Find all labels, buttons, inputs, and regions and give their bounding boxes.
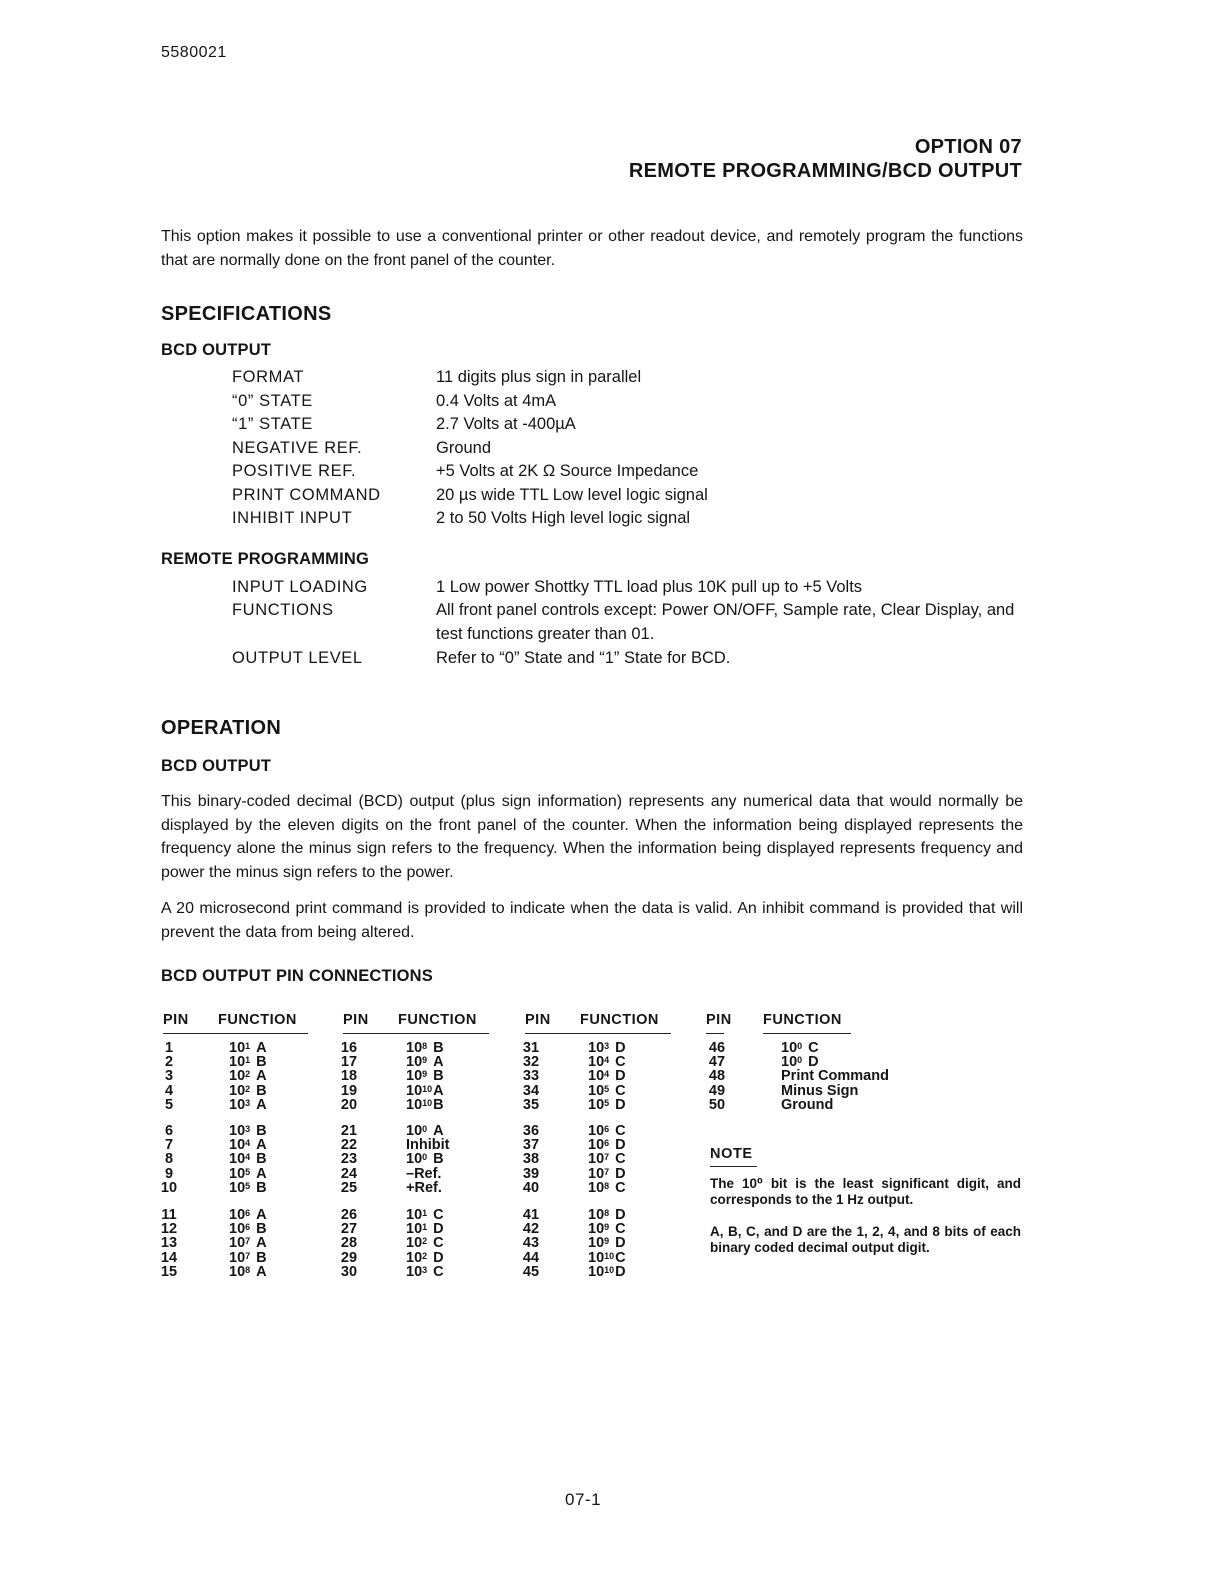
spec-remote-programming-heading: REMOTE PROGRAMMING: [161, 550, 370, 568]
pin-number: 33: [522, 1068, 540, 1085]
pin-number: 35: [522, 1096, 540, 1113]
decade-exponent: 8: [245, 1264, 251, 1275]
pin-function: [406, 1236, 444, 1250]
spec-value: Ground: [436, 439, 492, 457]
decade-base: 10: [406, 1249, 423, 1266]
pin-number: 29: [340, 1249, 358, 1266]
decade-exponent: 0: [422, 1124, 428, 1134]
pin-function: [406, 1265, 444, 1279]
function-column-header: FUNCTION: [763, 1012, 842, 1028]
pin-column-header: PIN: [525, 1012, 551, 1028]
option-subtitle: REMOTE PROGRAMMING/BCD OUTPUT: [628, 160, 1022, 182]
pin-function: [781, 1041, 819, 1055]
bcd-bit-letter: A: [433, 1123, 444, 1139]
bcd-bit-letter: C: [433, 1235, 444, 1252]
decade-base: 10: [229, 1165, 246, 1182]
header-rule: [525, 1033, 671, 1034]
pin-function: Inhibit: [406, 1137, 450, 1154]
decade-base: 10: [406, 1096, 423, 1113]
decade-exponent: 9: [604, 1236, 610, 1247]
spec-label: FUNCTIONS: [232, 601, 334, 619]
pin-number: 28: [340, 1235, 358, 1252]
pin-function: [406, 1041, 444, 1055]
decade-exponent: 10: [604, 1264, 615, 1275]
pin-number: 32: [522, 1054, 540, 1071]
pin-number: 47: [708, 1054, 726, 1071]
pin-function: +Ref.: [406, 1179, 442, 1196]
bcd-bit-letter: B: [433, 1068, 444, 1085]
pin-number: 7: [164, 1137, 174, 1154]
pin-group: [706, 1040, 889, 1113]
decade-base: 10: [406, 1054, 423, 1071]
pin-number: 12: [160, 1221, 178, 1238]
pin-column-header: PIN: [343, 1012, 369, 1028]
pin-function: [229, 1265, 267, 1279]
pin-number: 50: [708, 1096, 726, 1113]
operation-paragraph-1: This binary-coded decimal (BCD) output (plus sign information) represents any numerical data that would normally be displayed by the eleven digits on the front panel of the counter. When the information being displayed represents the frequency alone the minus sign refers to the frequency. When the information being displayed represents frequency and power the minus sign refers to the power.: [161, 793, 1023, 881]
pin-function: [229, 1251, 267, 1265]
decade-base: 10: [229, 1082, 246, 1099]
pin-function: Print Command: [781, 1068, 889, 1085]
decade-exponent: 5: [604, 1097, 610, 1108]
decade-base: 10: [406, 1221, 423, 1238]
decade-exponent: 3: [422, 1264, 428, 1275]
pin-number: 31: [522, 1040, 540, 1056]
header-rule: [763, 1033, 851, 1034]
bcd-bit-letter: D: [615, 1263, 626, 1280]
bcd-bit-letter: C: [433, 1207, 444, 1223]
decade-base: 10: [588, 1151, 605, 1168]
pin-function: [229, 1098, 267, 1112]
decade-exponent: 4: [604, 1055, 610, 1066]
decade-exponent: 5: [245, 1166, 251, 1177]
bcd-bit-letter: C: [615, 1123, 626, 1139]
decade-base: 10: [588, 1068, 605, 1085]
decade-exponent: 9: [422, 1055, 428, 1066]
decade-exponent: 10: [422, 1097, 433, 1108]
bcd-bit-letter: A: [433, 1054, 444, 1071]
decade-base: 10: [588, 1123, 605, 1139]
operation-paragraph-2: A 20 microsecond print command is provided to indicate when the data is valid. An inhibit command is provided that will prevent the data from being altered.: [161, 900, 1023, 941]
spec-label: POSITIVE REF.: [232, 462, 357, 480]
decade-base: 10: [588, 1054, 605, 1071]
operation-heading: OPERATION: [161, 717, 282, 739]
pin-function: [588, 1084, 626, 1098]
pin-function: [229, 1084, 267, 1098]
decade-base: 10: [229, 1096, 246, 1113]
pin-group: [340, 1040, 513, 1113]
pin-group: [340, 1123, 513, 1196]
decade-base: 10: [588, 1137, 605, 1154]
note-text-1: The 10⁰ bit is the least significant digit, and corresponds to the 1 Hz output.: [710, 1176, 1021, 1207]
pin-function: [588, 1208, 626, 1222]
spec-value: 2.7 Volts at -400µA: [436, 415, 576, 433]
pin-number: 34: [522, 1082, 540, 1099]
bcd-bit-letter: B: [256, 1151, 267, 1168]
pin-function: [406, 1208, 444, 1222]
document-number: 5580021: [161, 44, 227, 61]
function-column-header: FUNCTION: [580, 1012, 659, 1028]
pin-number: 23: [340, 1151, 358, 1168]
spec-value: +5 Volts at 2K Ω Source Impedance: [436, 462, 699, 480]
decade-base: 10: [229, 1263, 246, 1280]
decade-base: 10: [406, 1263, 423, 1280]
function-column-header: FUNCTION: [218, 1012, 297, 1028]
bcd-bit-letter: C: [615, 1249, 626, 1266]
pin-function: [406, 1152, 444, 1166]
pin-number: 17: [340, 1054, 358, 1071]
pin-number: 40: [522, 1179, 540, 1196]
pin-group: [160, 1207, 333, 1280]
pin-group: [522, 1123, 695, 1196]
bcd-bit-letter: C: [615, 1151, 626, 1168]
pin-function: Ground: [781, 1096, 834, 1113]
pin-function: Minus Sign: [781, 1082, 859, 1099]
decade-exponent: 1: [245, 1041, 251, 1051]
header-rule: [163, 1033, 308, 1034]
decade-base: 10: [229, 1137, 246, 1154]
decade-exponent: 4: [245, 1138, 251, 1149]
decade-exponent: 0: [797, 1041, 803, 1051]
spec-value: 0.4 Volts at 4mA: [436, 392, 557, 410]
pin-function: [588, 1236, 626, 1250]
bcd-bit-letter: C: [808, 1040, 819, 1056]
pin-number: 48: [708, 1068, 726, 1085]
header-rule: [706, 1033, 724, 1034]
pin-function: [229, 1138, 267, 1152]
pin-function: [781, 1055, 819, 1069]
pin-function: [229, 1124, 267, 1138]
decade-base: 10: [588, 1165, 605, 1182]
pin-function: [588, 1152, 626, 1166]
decade-base: 10: [588, 1040, 605, 1056]
pin-function: [406, 1055, 444, 1069]
decade-exponent: 8: [604, 1208, 610, 1218]
decade-exponent: 0: [797, 1055, 803, 1066]
spec-value: All front panel controls except: Power ON/OFF, Sample rate, Clear Display, and test functions greater than 01.: [436, 601, 1015, 643]
pin-function: [588, 1041, 626, 1055]
bcd-bit-letter: B: [433, 1096, 444, 1113]
pin-number: 18: [340, 1068, 358, 1085]
decade-base: 10: [588, 1082, 605, 1099]
bcd-bit-letter: B: [256, 1054, 267, 1071]
decade-base: 10: [229, 1054, 246, 1071]
spec-label: INPUT LOADING: [232, 578, 368, 596]
operation-bcd-output-heading: BCD OUTPUT: [161, 757, 272, 775]
pin-number: 45: [522, 1263, 540, 1280]
bcd-bit-letter: C: [615, 1179, 626, 1196]
decade-exponent: 10: [422, 1083, 433, 1094]
pin-number: 30: [340, 1263, 358, 1280]
specifications-heading: SPECIFICATIONS: [161, 303, 332, 325]
bcd-bit-letter: C: [615, 1054, 626, 1071]
pin-function: [229, 1208, 267, 1222]
spec-label: FORMAT: [232, 368, 305, 386]
decade-exponent: 6: [604, 1124, 610, 1134]
pin-number: 11: [161, 1207, 177, 1223]
pin-function: [406, 1124, 444, 1138]
bcd-bit-letter: D: [433, 1249, 444, 1266]
spec-label: INHIBIT INPUT: [232, 509, 353, 527]
bcd-bit-letter: A: [433, 1082, 444, 1099]
bcd-bit-letter: D: [433, 1221, 444, 1238]
pin-function: [229, 1236, 267, 1250]
decade-exponent: 3: [245, 1097, 251, 1108]
decade-exponent: 2: [422, 1236, 428, 1247]
pin-number: 15: [160, 1263, 178, 1280]
decade-exponent: 3: [604, 1041, 610, 1051]
pin-number: 6: [164, 1123, 174, 1139]
decade-base: 10: [229, 1040, 246, 1056]
pin-function: [588, 1222, 626, 1236]
pin-number: 44: [522, 1249, 540, 1266]
pin-function: [406, 1084, 444, 1098]
bcd-bit-letter: B: [433, 1151, 444, 1168]
decade-base: 10: [229, 1151, 246, 1168]
pin-function: [406, 1069, 444, 1083]
option-title: OPTION 07: [914, 136, 1022, 158]
decade-base: 10: [406, 1123, 423, 1139]
decade-base: 10: [406, 1151, 423, 1168]
pin-function: [229, 1055, 267, 1069]
note-heading: NOTE: [710, 1146, 753, 1162]
pin-number: 49: [708, 1082, 726, 1099]
pin-group: [160, 1123, 333, 1196]
pin-number: 14: [160, 1249, 178, 1266]
note-underline: [710, 1166, 757, 1167]
pin-number: 4: [164, 1082, 174, 1099]
bcd-bit-letter: B: [256, 1221, 267, 1238]
decade-base: 10: [229, 1179, 246, 1196]
spec-value: 11 digits plus sign in parallel: [436, 368, 642, 386]
spec-label: PRINT COMMAND: [232, 486, 381, 504]
decade-exponent: 7: [245, 1250, 251, 1261]
pin-number: 2: [164, 1054, 174, 1071]
pin-function: [229, 1069, 267, 1083]
bcd-bit-letter: D: [615, 1096, 626, 1113]
pin-function: [588, 1069, 626, 1083]
pin-number: 21: [340, 1123, 358, 1139]
pin-number: 27: [340, 1221, 358, 1238]
decade-base: 10: [406, 1040, 423, 1056]
pin-function: [406, 1222, 444, 1236]
header-rule: [343, 1033, 489, 1034]
decade-exponent: 0: [422, 1152, 428, 1163]
decade-base: 10: [588, 1249, 605, 1266]
decade-base: 10: [406, 1207, 423, 1223]
pin-number: 16: [340, 1040, 358, 1056]
pin-function: [406, 1098, 444, 1112]
decade-exponent: 7: [604, 1166, 610, 1177]
spec-label: “1” STATE: [232, 415, 313, 433]
pin-number: 37: [522, 1137, 540, 1154]
bcd-bit-letter: D: [615, 1165, 626, 1182]
decade-exponent: 8: [604, 1180, 610, 1191]
bcd-bit-letter: A: [256, 1096, 267, 1113]
pin-number: 20: [340, 1096, 358, 1113]
pin-number: 25: [340, 1179, 358, 1196]
bcd-bit-letter: D: [615, 1137, 626, 1154]
pin-group: [522, 1040, 695, 1113]
bcd-bit-letter: A: [256, 1235, 267, 1252]
pin-number: 24: [340, 1165, 358, 1182]
decade-exponent: 6: [604, 1138, 610, 1149]
decade-exponent: 3: [245, 1124, 251, 1134]
pin-number: 22: [340, 1137, 358, 1154]
pin-number: 5: [164, 1096, 174, 1113]
pin-function: [229, 1041, 267, 1055]
pin-function: [588, 1251, 626, 1265]
bcd-bit-letter: A: [256, 1040, 267, 1056]
decade-exponent: 1: [422, 1222, 428, 1233]
pin-number: 19: [340, 1082, 358, 1099]
decade-base: 10: [406, 1235, 423, 1252]
bcd-bit-letter: D: [615, 1068, 626, 1085]
decade-base: 10: [406, 1068, 423, 1085]
decade-base: 10: [229, 1221, 246, 1238]
pin-function: [588, 1055, 626, 1069]
decade-base: 10: [588, 1179, 605, 1196]
pin-column-header: PIN: [706, 1012, 732, 1028]
pin-number: 3: [164, 1068, 174, 1085]
intro-paragraph: This option makes it possible to use a conventional printer or other readout device, and remotely program the functions that are normally done on the front panel of the counter.: [161, 228, 1023, 269]
bcd-bit-letter: D: [615, 1235, 626, 1252]
pin-function: [229, 1152, 267, 1166]
pin-number: 43: [522, 1235, 540, 1252]
spec-label: OUTPUT LEVEL: [232, 649, 363, 667]
decade-exponent: 8: [422, 1041, 428, 1051]
decade-exponent: 4: [604, 1069, 610, 1080]
decade-base: 10: [588, 1235, 605, 1252]
pin-function: [406, 1251, 444, 1265]
bcd-bit-letter: A: [256, 1207, 267, 1223]
decade-exponent: 2: [245, 1083, 251, 1094]
decade-exponent: 7: [245, 1236, 251, 1247]
pin-function: [588, 1167, 626, 1181]
decade-exponent: 1: [422, 1208, 428, 1218]
decade-exponent: 9: [422, 1069, 428, 1080]
pin-number: 26: [340, 1207, 358, 1223]
pin-column-header: PIN: [163, 1012, 189, 1028]
decade-exponent: 2: [245, 1069, 251, 1080]
bcd-bit-letter: D: [808, 1054, 819, 1071]
bcd-bit-letter: A: [256, 1137, 267, 1154]
decade-base: 10: [406, 1082, 423, 1099]
pin-function: [588, 1181, 626, 1195]
decade-exponent: 1: [245, 1055, 251, 1066]
decade-base: 10: [229, 1235, 246, 1252]
decade-base: 10: [229, 1249, 246, 1266]
bcd-bit-letter: B: [256, 1179, 267, 1196]
decade-base: 10: [781, 1040, 798, 1056]
spec-bcd-output-heading: BCD OUTPUT: [161, 341, 272, 359]
bcd-bit-letter: A: [256, 1165, 267, 1182]
bcd-bit-letter: C: [615, 1082, 626, 1099]
decade-base: 10: [229, 1207, 246, 1223]
decade-exponent: 7: [604, 1152, 610, 1163]
bcd-bit-letter: B: [433, 1040, 444, 1056]
decade-base: 10: [588, 1221, 605, 1238]
pin-function: [588, 1124, 626, 1138]
pin-function: [229, 1222, 267, 1236]
pin-function: [229, 1167, 267, 1181]
spec-value: Refer to “0” State and “1” State for BCD.: [436, 649, 731, 667]
decade-exponent: 10: [604, 1250, 615, 1261]
pin-number: 10: [160, 1179, 178, 1196]
pin-function: [588, 1265, 626, 1279]
pin-number: 13: [160, 1235, 178, 1252]
decade-base: 10: [588, 1263, 605, 1280]
decade-exponent: 5: [604, 1083, 610, 1094]
decade-exponent: 6: [245, 1208, 251, 1218]
decade-exponent: 2: [422, 1250, 428, 1261]
pin-function: [588, 1138, 626, 1152]
bcd-bit-letter: A: [256, 1263, 267, 1280]
decade-base: 10: [229, 1068, 246, 1085]
pin-group: [163, 1041, 333, 1113]
pin-number: 42: [522, 1221, 540, 1238]
pin-number: 46: [708, 1040, 726, 1056]
pin-number: 39: [522, 1165, 540, 1182]
spec-value: 1 Low power Shottky TTL load plus 10K pull up to +5 Volts: [436, 578, 863, 596]
note-text-2: A, B, C, and D are the 1, 2, 4, and 8 bits of each binary coded decimal output digit.: [710, 1224, 1021, 1255]
bcd-bit-letter: C: [433, 1263, 444, 1280]
page-number: 07-1: [565, 1490, 602, 1509]
bcd-bit-letter: D: [615, 1040, 626, 1056]
spec-label: NEGATIVE REF.: [232, 439, 363, 457]
spec-value: 20 µs wide TTL Low level logic signal: [436, 486, 708, 504]
decade-base: 10: [588, 1096, 605, 1113]
bcd-bit-letter: B: [256, 1123, 267, 1139]
pin-number: 1: [164, 1040, 174, 1056]
decade-exponent: 4: [245, 1152, 251, 1163]
pin-function: –Ref.: [406, 1165, 442, 1182]
spec-value: 2 to 50 Volts High level logic signal: [436, 509, 691, 527]
decade-base: 10: [588, 1207, 605, 1223]
pin-connections-heading: BCD OUTPUT PIN CONNECTIONS: [161, 967, 433, 985]
decade-exponent: 6: [245, 1222, 251, 1233]
pin-number: 9: [164, 1165, 174, 1182]
bcd-bit-letter: B: [256, 1249, 267, 1266]
decade-exponent: 5: [245, 1180, 251, 1191]
pin-function: [229, 1181, 267, 1195]
bcd-bit-letter: D: [615, 1207, 626, 1223]
pin-group: [340, 1207, 513, 1280]
decade-base: 10: [781, 1054, 798, 1071]
pin-number: 36: [522, 1123, 540, 1139]
spec-label: “0” STATE: [232, 392, 313, 410]
bcd-bit-letter: B: [256, 1082, 267, 1099]
pin-number: 41: [522, 1207, 540, 1223]
function-column-header: FUNCTION: [398, 1012, 477, 1028]
decade-base: 10: [229, 1123, 246, 1139]
pin-group: [522, 1207, 695, 1280]
decade-exponent: 9: [604, 1222, 610, 1233]
pin-number: 38: [522, 1151, 540, 1168]
pin-number: 8: [164, 1151, 174, 1168]
bcd-bit-letter: C: [615, 1221, 626, 1238]
bcd-bit-letter: A: [256, 1068, 267, 1085]
pin-function: [588, 1098, 626, 1112]
